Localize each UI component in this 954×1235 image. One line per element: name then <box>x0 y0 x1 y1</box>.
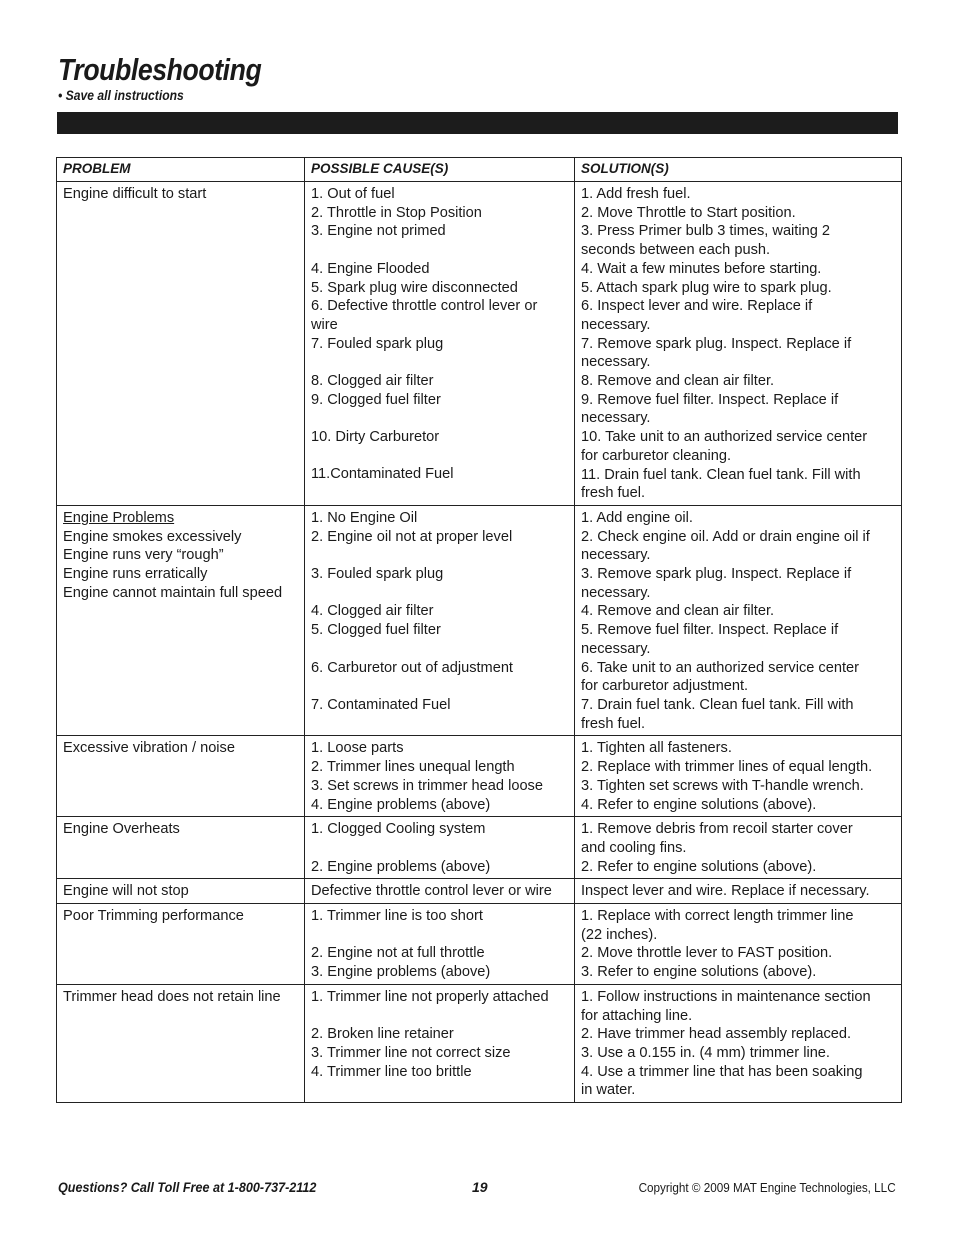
page-title: Troubleshooting <box>58 52 262 87</box>
cell-line: 4. Refer to engine solutions (above). <box>581 796 817 813</box>
cell-line <box>311 409 568 428</box>
cell-line: 1. Clogged Cooling system <box>311 821 486 838</box>
cell-line: Engine Overheats <box>63 821 180 838</box>
cell-line: 2. Engine oil not at proper level <box>311 528 513 545</box>
table-row <box>57 984 902 1102</box>
cell-line: 4. Remove and clean air filter. <box>581 603 775 620</box>
cell-line: wire <box>311 316 338 333</box>
cell-line: Engine difficult to start <box>63 186 207 202</box>
cell-line: Engine will not stop <box>63 883 189 900</box>
problem-cell <box>57 879 305 904</box>
cell-line: 5. Remove fuel filter. Inspect. Replace if <box>581 622 839 639</box>
cell-line: 6. Carburetor out of adjustment <box>311 659 513 676</box>
cell-line: 4. Use a trimmer line that has been soaking <box>581 1063 863 1080</box>
cell-line: 2. Replace with trimmer lines of equal length. <box>581 759 873 776</box>
cell-line: 2. Move Throttle to Start position. <box>581 204 796 221</box>
solutions-cell <box>575 736 902 817</box>
cell-line: 3. Remove spark plug. Inspect. Replace if <box>581 566 852 583</box>
cell-line: 1. Trimmer line not properly attached <box>311 988 549 1005</box>
table-row <box>57 736 902 817</box>
cell-line: 2. Check engine oil. Add or drain engine oil if <box>581 528 870 545</box>
cell-line: 1. Remove debris from recoil starter cover <box>581 821 853 838</box>
cell-line: Engine cannot maintain full speed <box>63 584 283 601</box>
cell-line: 6. Inspect lever and wire. Replace if <box>581 298 813 315</box>
cell-line: 1. Add engine oil. <box>581 509 693 526</box>
table-body <box>57 182 902 1103</box>
footer-phone: Questions? Call Toll Free at 1-800-737-2112 <box>58 1179 317 1195</box>
table-row <box>57 879 902 904</box>
cell-line: 10. Dirty Carburetor <box>311 429 440 446</box>
cell-line: Engine smokes excessively <box>63 528 242 545</box>
cell-line <box>311 677 568 696</box>
cell-line: 5. Clogged fuel filter <box>311 622 441 639</box>
cell-line: fresh fuel. <box>581 715 646 732</box>
cell-line: 1. Add fresh fuel. <box>581 186 691 202</box>
problem-cell <box>57 505 305 735</box>
causes-cell <box>305 182 575 506</box>
cell-line: 4. Wait a few minutes before starting. <box>581 260 822 277</box>
cell-line: 1. Trimmer line is too short <box>311 908 483 925</box>
problem-heading: Engine Problems <box>63 509 175 526</box>
cell-line: 9. Clogged fuel filter <box>311 391 441 408</box>
solutions-cell <box>575 904 902 985</box>
causes-cell <box>305 984 575 1102</box>
cell-line: (22 inches). <box>581 926 658 943</box>
cell-line: 2. Move throttle lever to FAST position. <box>581 945 833 962</box>
cell-line: necessary. <box>581 584 651 601</box>
cell-line: 11. Drain fuel tank. Clean fuel tank. Fill with <box>581 466 861 483</box>
cell-line: 3. Tighten set screws with T-handle wrench. <box>581 777 864 794</box>
cell-line <box>311 926 568 945</box>
cell-line: 2. Broken line retainer <box>311 1026 454 1043</box>
cell-line: necessary. <box>581 410 651 427</box>
cell-line: 8. Clogged air filter <box>311 373 434 389</box>
cell-line: 2. Trimmer lines unequal length <box>311 759 515 776</box>
cell-line <box>311 546 568 565</box>
cell-line: Defective throttle control lever or wire <box>311 883 552 900</box>
cell-line: necessary. <box>581 316 651 333</box>
cell-line: 3. Refer to engine solutions (above). <box>581 964 817 981</box>
cell-line <box>311 447 568 466</box>
solutions-cell <box>575 182 902 506</box>
cell-line: 2. Have trimmer head assembly replaced. <box>581 1026 852 1043</box>
cell-line: 2. Throttle in Stop Position <box>311 204 482 221</box>
header-divider-bar <box>57 112 898 134</box>
problem-cell <box>57 904 305 985</box>
solutions-cell <box>575 817 902 879</box>
cell-line: for attaching line. <box>581 1007 693 1024</box>
solutions-cell <box>575 879 902 904</box>
troubleshooting-table <box>56 157 902 1103</box>
cell-line <box>311 640 568 659</box>
cell-line: Inspect lever and wire. Replace if necessary. <box>581 883 870 900</box>
cell-line: 7. Remove spark plug. Inspect. Replace if <box>581 335 852 352</box>
cell-line: Trimmer head does not retain line <box>63 988 281 1005</box>
cell-line: for carburetor cleaning. <box>581 447 732 464</box>
cell-line <box>311 1007 568 1026</box>
table-row <box>57 182 902 506</box>
page-subtitle: • Save all instructions <box>58 88 184 103</box>
cell-line <box>311 584 568 603</box>
causes-cell <box>305 736 575 817</box>
causes-cell <box>305 904 575 985</box>
cell-line: 7. Drain fuel tank. Clean fuel tank. Fill with <box>581 696 854 713</box>
cell-line: 2. Refer to engine solutions (above). <box>581 858 817 875</box>
cell-line: Poor Trimming performance <box>63 908 244 925</box>
problem-cell <box>57 182 305 506</box>
causes-cell <box>305 505 575 735</box>
cell-line: Engine runs very “rough” <box>63 547 224 564</box>
cell-line: fresh fuel. <box>581 485 646 502</box>
table-row <box>57 817 902 879</box>
cell-line: 7. Contaminated Fuel <box>311 696 451 713</box>
column-header-causes: POSSIBLE CAUSE(S) <box>305 158 575 182</box>
cell-line: in water. <box>581 1082 636 1099</box>
solutions-cell <box>575 505 902 735</box>
cell-line: 3. Trimmer line not correct size <box>311 1044 511 1061</box>
solutions-cell <box>575 984 902 1102</box>
cell-line: 1. No Engine Oil <box>311 509 418 526</box>
cell-line: 1. Follow instructions in maintenance section <box>581 988 871 1005</box>
cell-line: 6. Defective throttle control lever or <box>311 298 538 315</box>
causes-cell <box>305 879 575 904</box>
problem-cell <box>57 984 305 1102</box>
cell-line: 3. Set screws in trimmer head loose <box>311 777 543 794</box>
cell-line: 3. Fouled spark plug <box>311 566 444 583</box>
cell-line <box>311 241 568 260</box>
table-header-row <box>57 158 902 182</box>
table-row <box>57 505 902 735</box>
cell-line: 4. Clogged air filter <box>311 603 434 620</box>
page-number: 19 <box>472 1179 488 1195</box>
footer-copyright: Copyright © 2009 MAT Engine Technologies, LLC <box>638 1180 896 1195</box>
cell-line: 10. Take unit to an authorized service center <box>581 429 868 446</box>
cell-line: necessary. <box>581 640 651 657</box>
cell-line: 1. Tighten all fasteners. <box>581 740 732 757</box>
cell-line: 2. Engine problems (above) <box>311 858 491 875</box>
cell-line: 7. Fouled spark plug <box>311 335 444 352</box>
cell-line: necessary. <box>581 547 651 564</box>
cell-line: 5. Spark plug wire disconnected <box>311 279 518 296</box>
cell-line: seconds between each push. <box>581 242 771 259</box>
cell-line <box>311 353 568 372</box>
cell-line: and cooling fins. <box>581 839 687 856</box>
table-row <box>57 904 902 985</box>
column-header-problem: PROBLEM <box>57 158 305 182</box>
cell-line: 11.Contaminated Fuel <box>311 466 454 483</box>
cell-line: 2. Engine not at full throttle <box>311 945 485 962</box>
cell-line: 4. Engine Flooded <box>311 260 430 277</box>
cell-line: Engine runs erratically <box>63 566 208 583</box>
cell-line <box>311 839 568 858</box>
problem-cell <box>57 817 305 879</box>
cell-line: 1. Out of fuel <box>311 186 395 202</box>
cell-line: 1. Loose parts <box>311 740 404 757</box>
cell-line: 3. Engine not primed <box>311 223 446 240</box>
cell-line: 4. Engine problems (above) <box>311 796 491 813</box>
column-header-solutions: SOLUTION(S) <box>575 158 902 182</box>
cell-line: 6. Take unit to an authorized service center <box>581 659 859 676</box>
problem-cell <box>57 736 305 817</box>
cell-line: 9. Remove fuel filter. Inspect. Replace if <box>581 391 839 408</box>
cell-line: 1. Replace with correct length trimmer line <box>581 908 854 925</box>
cell-line: 8. Remove and clean air filter. <box>581 373 775 390</box>
cell-line: for carburetor adjustment. <box>581 678 749 695</box>
cell-line: 3. Use a 0.155 in. (4 mm) trimmer line. <box>581 1044 830 1061</box>
causes-cell <box>305 817 575 879</box>
cell-line: 5. Attach spark plug wire to spark plug. <box>581 279 832 296</box>
cell-line: Excessive vibration / noise <box>63 740 235 757</box>
cell-line: 3. Press Primer bulb 3 times, waiting 2 <box>581 223 830 240</box>
cell-line: 4. Trimmer line too brittle <box>311 1063 472 1080</box>
cell-line: 3. Engine problems (above) <box>311 964 491 981</box>
cell-line: necessary. <box>581 354 651 371</box>
